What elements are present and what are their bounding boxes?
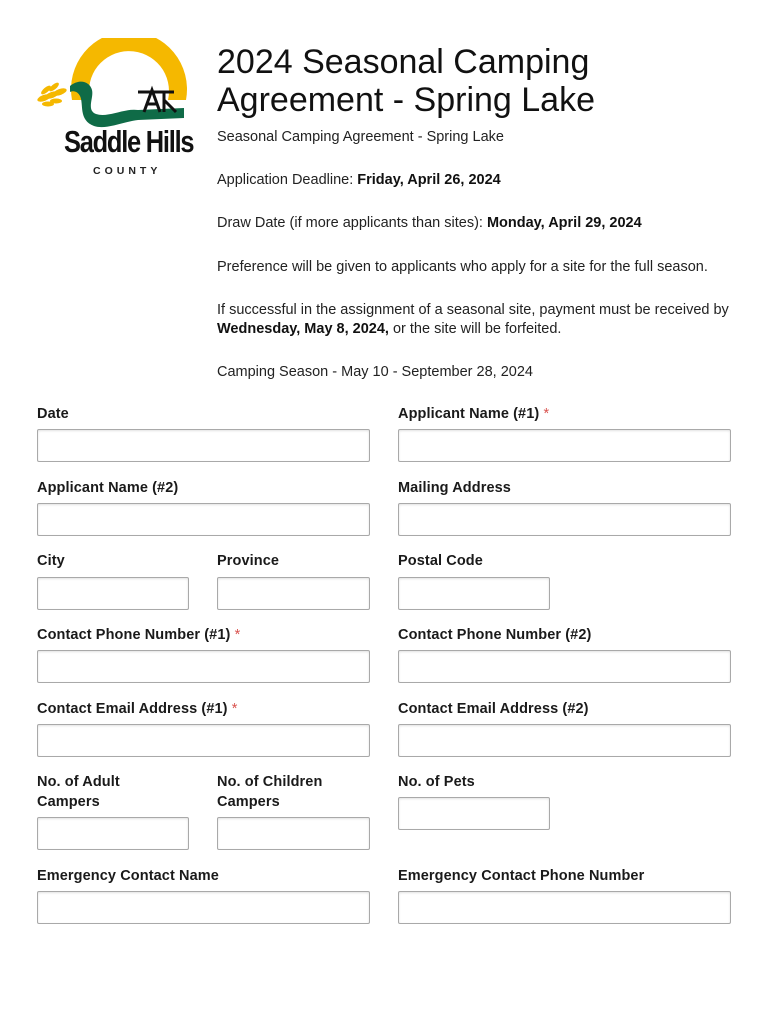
page-title [217,43,737,119]
emergency-phone-label: Emergency Contact Phone Number [398,868,645,884]
date-label: Date [37,406,69,422]
payment-note-pre: If successful in the assignment of a seasonal site, payment must be received by [217,302,729,318]
applicant2-input[interactable] [37,503,370,536]
camping-season: Camping Season - May 10 - September 28, 2024 [217,364,533,380]
applicant1-input[interactable] [398,429,731,462]
mailing-address-label: Mailing Address [398,480,511,496]
province-input[interactable] [217,577,370,610]
children-campers-input[interactable] [217,817,370,850]
postal-code-label: Postal Code [398,553,483,569]
deadline-line [217,171,737,190]
deadline-value: Friday, April 26, 2024 [357,172,501,188]
emergency-phone-input[interactable] [398,891,731,924]
date-input[interactable] [37,429,370,462]
payment-note-post: or the site will be forfeited. [388,321,562,337]
email2-label: Contact Email Address (#2) [398,701,589,717]
adult-campers-input[interactable] [37,817,189,850]
emergency-name-input[interactable] [37,891,370,924]
draw-date-value: Monday, April 29, 2024 [486,215,642,231]
phone1-label [37,625,240,645]
required-mark: * [231,701,238,717]
logo-county-text: COUNTY [93,165,162,177]
payment-date: Wednesday, May 8, 2024, [217,321,389,337]
logo-name: Saddle Hills [64,124,194,159]
city-label: City [37,553,65,569]
children-campers-label [217,772,322,812]
postal-code-input[interactable] [398,577,550,610]
email1-label [37,699,238,719]
mailing-address-input[interactable] [398,503,731,536]
adult-campers-label-line2: Campers [37,794,100,810]
draw-date-line [217,214,737,233]
county-logo [34,38,198,178]
payment-note [217,301,737,339]
required-mark: * [543,406,550,422]
phone2-label: Contact Phone Number (#2) [398,627,592,643]
emergency-name-label: Emergency Contact Name [37,868,219,884]
phone1-label-text: Contact Phone Number (#1) [37,627,231,643]
draw-date-label: Draw Date (if more applicants than sites): [217,215,487,231]
email1-label-text: Contact Email Address (#1) [37,701,228,717]
preference-note: Preference will be given to applicants who apply for a site for the full season. [217,259,708,275]
applicant2-label: Applicant Name (#2) [37,480,179,496]
deadline-label: Application Deadline: [217,172,358,188]
email1-input[interactable] [37,724,370,757]
applicant1-label-text: Applicant Name (#1) [398,406,540,422]
children-campers-label-line1: No. of Children [217,774,323,790]
phone1-input[interactable] [37,650,370,683]
applicant1-label [398,404,549,424]
title-line-1: 2024 Seasonal Camping [217,43,590,81]
adult-campers-label [37,772,120,812]
email2-input[interactable] [398,724,731,757]
subtitle: Seasonal Camping Agreement - Spring Lake [217,129,504,145]
children-campers-label-line2: Campers [217,794,280,810]
phone2-input[interactable] [398,650,731,683]
pets-input[interactable] [398,797,550,830]
city-input[interactable] [37,577,189,610]
adult-campers-label-line1: No. of Adult [37,774,120,790]
province-label: Province [217,553,280,569]
title-line-2: Agreement - Spring Lake [217,81,595,119]
required-mark: * [234,627,241,643]
pets-label: No. of Pets [398,774,475,790]
